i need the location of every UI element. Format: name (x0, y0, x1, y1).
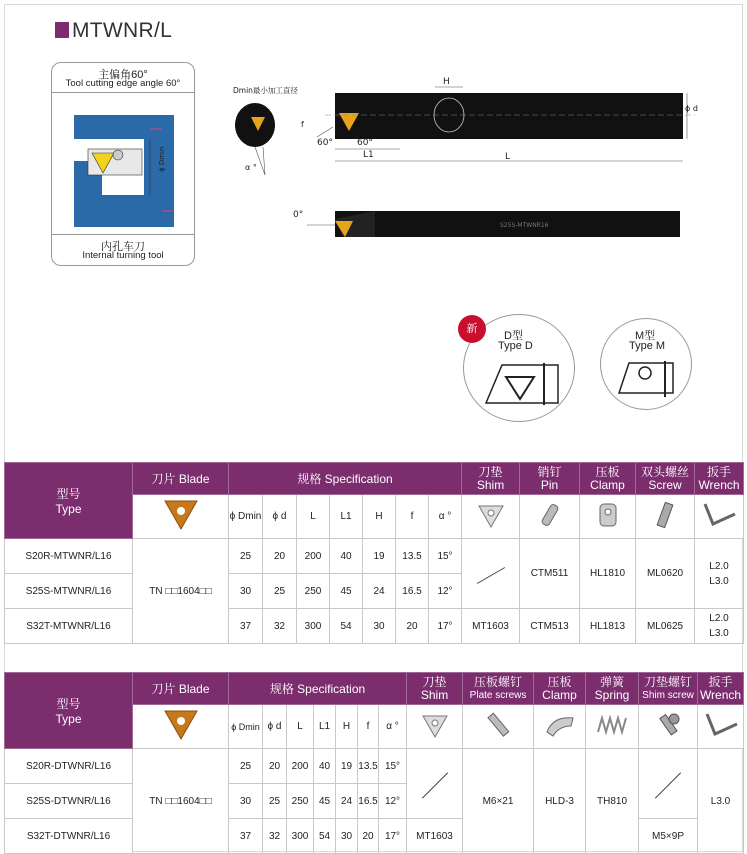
spec-col-f: f (358, 705, 379, 749)
cell-f: 20 (358, 819, 379, 854)
cell-l: 250 (287, 784, 314, 819)
clamp-header-en: Clamp (590, 477, 625, 492)
shim-icon (407, 705, 463, 749)
wrench-header-cn: 扳手 (707, 464, 732, 479)
spec-col-l: L (297, 495, 330, 539)
blade-header: 刀片 Blade (133, 463, 229, 495)
cell-l1: 45 (330, 574, 363, 609)
shim-icon (462, 495, 520, 539)
internal-turning-diagram (74, 115, 174, 227)
cell-d: 32 (263, 609, 297, 644)
type-header-cn: 型号 (56, 697, 81, 711)
table-row-type: S32T-DTWNR/L16 (5, 819, 133, 854)
pin-icon (520, 495, 580, 539)
cell-h: 30 (363, 609, 396, 644)
tool-type-en: Internal turning tool (82, 250, 164, 261)
clamp-cell: HL1813 (580, 609, 636, 644)
angle-2-label: 60° (357, 138, 373, 148)
cell-h: 24 (336, 784, 358, 819)
shim-header-cn: 刀垫 (422, 674, 447, 689)
wrench-header-cn: 扳手 (708, 674, 733, 689)
pin-header-en: Pin (540, 477, 559, 492)
cell-l: 200 (297, 539, 330, 574)
table-row-type: S32T-MTWNR/L16 (5, 609, 133, 644)
screw-cell: ML0620 (636, 539, 695, 609)
spring-cell: TH810 (586, 749, 639, 854)
spec-header: 规格 Specification (229, 673, 407, 705)
table-row-type: S25S-DTWNR/L16 (5, 784, 133, 819)
cell-h: 19 (363, 539, 396, 574)
cell-f: 20 (396, 609, 429, 644)
screw-header-en: Screw (648, 477, 682, 492)
cell-l1: 54 (314, 819, 336, 854)
cell-f: 13.5 (396, 539, 429, 574)
cell-f: 13.5 (358, 749, 379, 784)
spec-col-d: ϕ d (263, 705, 287, 749)
cell-alpha: 12° (379, 784, 407, 819)
cell-f: 16.5 (396, 574, 429, 609)
cell-d: 25 (263, 784, 287, 819)
shim-header-en: Shim (420, 687, 449, 702)
h-label: H (443, 77, 450, 87)
spec-col-f: f (396, 495, 429, 539)
spring-header-en: Spring (594, 687, 630, 702)
page-title: MTWNR/L (72, 19, 173, 42)
cell-alpha: 12° (429, 574, 462, 609)
pin-header (520, 463, 580, 495)
clamp-cell: HLD-3 (534, 749, 586, 854)
shim-cell: MT1603 (407, 819, 463, 854)
type-header-cn: 型号 (56, 487, 81, 501)
wrench-size: L2.0 (709, 613, 729, 624)
insert-icon (133, 495, 229, 539)
cell-dmin: 37 (229, 819, 263, 854)
shim-screw-header-cn: 刀垫螺钉 (644, 674, 693, 689)
cell-dmin: 25 (229, 749, 263, 784)
cell-f: 16.5 (358, 784, 379, 819)
wrench-size: L3.0 (709, 575, 729, 587)
cell-dmin: 25 (229, 539, 263, 574)
spec-col-dmin: ϕ Dmin (229, 495, 263, 539)
clamp-header-cn: 压板 (547, 674, 572, 689)
l1-label: L1 (363, 150, 374, 160)
screw-icon (636, 495, 695, 539)
cell-l1: 40 (330, 539, 363, 574)
screw-header (636, 463, 695, 495)
shim-screw-cell: M5×9P (639, 819, 698, 854)
cell-dmin: 37 (229, 609, 263, 644)
plate-screw-header (463, 673, 534, 705)
cell-h: 24 (363, 574, 396, 609)
shim-screw-header-en: Shim screw (642, 689, 694, 701)
cell-l: 300 (297, 609, 330, 644)
tool-angle-box (51, 62, 195, 266)
alpha-label: α ° (245, 163, 257, 172)
blade-header: 刀片 Blade (133, 673, 229, 705)
spec-table-dtwnr (4, 672, 744, 854)
clamp-header (580, 463, 636, 495)
spec-col-dmin: ϕ Dmin (229, 705, 263, 749)
plate-screw-header-cn: 压板螺钉 (474, 674, 523, 689)
plate-screw-icon (463, 705, 534, 749)
cell-dmin: 30 (229, 574, 263, 609)
screw-cell: ML0625 (636, 609, 695, 644)
type-m-en: Type M (629, 340, 666, 352)
spec-col-alpha: α ° (429, 495, 462, 539)
shim-cell: MT1603 (462, 609, 520, 644)
spec-col-d: ϕ d (263, 495, 297, 539)
wrench-cell (695, 539, 744, 609)
wrench-icon (698, 705, 744, 749)
spec-header: 规格 Specification (229, 463, 462, 495)
cell-d: 25 (263, 574, 297, 609)
cell-d: 32 (263, 819, 287, 854)
clamp-cell: HL1810 (580, 539, 636, 609)
wrench-cell: L3.0 (698, 749, 744, 854)
shim-header (462, 463, 520, 495)
type-m-badge (600, 318, 692, 410)
type-m-cn: M型 (635, 330, 656, 342)
cell-alpha: 15° (429, 539, 462, 574)
cell-dmin: 30 (229, 784, 263, 819)
cell-d: 20 (263, 539, 297, 574)
divider (52, 234, 194, 235)
dmin-label: ϕ Dmin (158, 146, 166, 172)
wrench-size: L3.0 (709, 628, 729, 639)
tool-technical-drawing (225, 75, 698, 255)
spring-header-cn: 弹簧 (600, 674, 625, 689)
table-row-type: S20R-MTWNR/L16 (5, 539, 133, 574)
table-row-type: S25S-MTWNR/L16 (5, 574, 133, 609)
shim-screw-none (639, 749, 698, 819)
f-label: f (301, 120, 304, 129)
spec-col-h: H (363, 495, 396, 539)
angle-title-en: Tool cutting edge angle 60° (65, 78, 181, 89)
shim-screw-icon (639, 705, 698, 749)
angle-title-cn: 主偏角60° (98, 69, 148, 81)
wrench-header (698, 673, 744, 705)
cell-alpha: 17° (429, 609, 462, 644)
spec-col-l1: L1 (314, 705, 336, 749)
wrench-icon (695, 495, 744, 539)
type-header-en: Type (55, 712, 82, 726)
shim-header-en: Shim (476, 477, 505, 492)
type-d-cn: D型 (504, 330, 523, 342)
l-label: L (505, 152, 511, 162)
clamp-header-cn: 压板 (595, 464, 620, 479)
spring-header (586, 673, 639, 705)
wrench-header-en: Wrench (698, 477, 740, 492)
shim-header (407, 673, 463, 705)
spec-table-mtwnr (4, 462, 744, 644)
type-d-badge (463, 314, 575, 422)
type-header (5, 463, 133, 539)
dmin-caption: Dmin最小加工直径 (233, 86, 298, 95)
cell-l1: 45 (314, 784, 336, 819)
cell-l1: 54 (330, 609, 363, 644)
type-header-en: Type (55, 502, 82, 516)
plate-screw-header-en: Plate screws (469, 689, 527, 701)
cell-alpha: 15° (379, 749, 407, 784)
pin-cell: CTM513 (520, 609, 580, 644)
table-row-type: S20R-DTWNR/L16 (5, 749, 133, 784)
spec-col-l: L (287, 705, 314, 749)
wrench-header-en: Wrench (699, 687, 742, 702)
tool-type-cn: 内孔车刀 (101, 241, 145, 253)
wrench-size: L2.0 (709, 560, 729, 572)
cell-l: 200 (287, 749, 314, 784)
screw-header-cn: 双头螺丝 (641, 464, 690, 479)
insert-code: TN □□1604□□ (133, 749, 229, 854)
shim-none (462, 539, 520, 609)
shim-header-cn: 刀垫 (478, 464, 503, 479)
type-header (5, 673, 133, 749)
cell-alpha: 17° (379, 819, 407, 854)
spring-icon (586, 705, 639, 749)
wrench-header (695, 463, 744, 495)
zero-angle-label: 0° (293, 210, 304, 220)
pin-cell: CTM511 (520, 539, 580, 609)
divider (52, 92, 194, 93)
cell-l: 300 (287, 819, 314, 854)
shank-marking: S25S-MTWNR16 (500, 222, 549, 229)
insert-icon (133, 705, 229, 749)
shim-screw-header (639, 673, 698, 705)
cell-h: 30 (336, 819, 358, 854)
cell-l1: 40 (314, 749, 336, 784)
d-label: ϕ d (685, 104, 698, 113)
type-m-diagram (617, 359, 679, 399)
spec-col-l1: L1 (330, 495, 363, 539)
clamp-icon (580, 495, 636, 539)
title-marker (55, 22, 69, 38)
cell-h: 19 (336, 749, 358, 784)
clamp-icon (534, 705, 586, 749)
new-tag: 新 (458, 315, 486, 343)
wrench-cell (695, 609, 744, 644)
insert-code: TN □□1604□□ (133, 539, 229, 644)
clamp-header-en: Clamp (542, 687, 577, 702)
cell-d: 20 (263, 749, 287, 784)
type-d-diagram (484, 359, 564, 409)
clamp-header (534, 673, 586, 705)
type-d-en: Type D (498, 340, 533, 352)
shim-none (407, 749, 463, 819)
cell-l: 250 (297, 574, 330, 609)
plate-screw-cell: M6×21 (463, 749, 534, 854)
spec-col-h: H (336, 705, 358, 749)
angle-1-label: 60° (317, 138, 333, 148)
pin-header-cn: 销钉 (537, 464, 562, 479)
spec-col-alpha: α ° (379, 705, 407, 749)
